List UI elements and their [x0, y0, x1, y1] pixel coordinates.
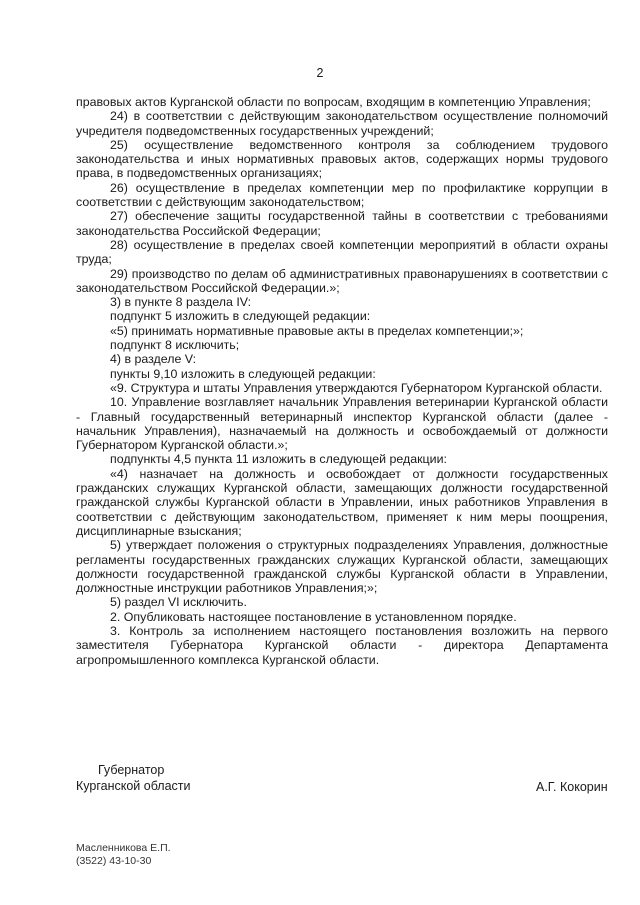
paragraph: подпункт 8 исключить;	[110, 338, 240, 353]
paragraph: 28) осуществление в пределах своей компетенции мероприятий в области охраны труда;	[76, 237, 608, 267]
paragraph: 25) осуществление ведомственного контроля за соблюдением трудового законодательства и иных нормативных правовых актов, содержащих нормы трудового права, в подведомственных организациях;	[76, 137, 608, 181]
document-body	[76, 95, 608, 667]
paragraph: подпункты 4,5 пункта 11 изложить в следующей редакции:	[110, 452, 447, 467]
signatory-title	[76, 762, 191, 794]
paragraph: 29) производство по делам об административных правонарушениях в соответствии с законодательством Российской Федерации.»;	[76, 266, 608, 295]
paragraph: 4) в разделе V:	[110, 352, 197, 367]
paragraph: 24) в соответствии с действующим законодательством осуществление полномочий учредителя подведомственных государственных учреждений;	[76, 109, 608, 138]
page-number: 2	[316, 66, 324, 80]
executor-info	[76, 842, 171, 868]
paragraph: «4) назначает на должность и освобождает от должности государственных гражданских служащих Курганской области, замещающих должности государственной гражданской службы Курганской области в Управлении, иных работников Управления в соответствии с действующим законодательством, применяет к ним меры поощрения, дисциплинарные взыскания;	[76, 466, 608, 538]
executor-phone: (3522) 43-10-30	[76, 855, 152, 867]
paragraph: «5) принимать нормативные правовые акты в пределах компетенции;»;	[110, 323, 524, 338]
paragraph: 10. Управление возглавляет начальник Управления ветеринарии Курганской области - Главный государственный ветеринарный инспектор Курганской области (далее - начальник Управления), назначаемый на должность и освобождаемый от должности Губернатором Курганской области.»;	[76, 395, 608, 453]
signatory-title-line1: Губернатор	[98, 763, 165, 777]
signatory-name: А.Г. Кокорин	[536, 780, 608, 794]
paragraph: 3. Контроль за исполнением настоящего постановления возложить на первого заместителя Губернатора Курганской области - директора Департамента агропромышленного комплекса Курганской области.	[76, 623, 608, 667]
paragraph: «9. Структура и штаты Управления утверждаются Губернатором Курганской области.	[110, 380, 603, 395]
paragraph: пункты 9,10 изложить в следующей редакции:	[110, 366, 376, 381]
paragraph: 26) осуществление в пределах компетенции мер по профилактике коррупции в соответствии с действующим законодательством;	[76, 180, 608, 210]
paragraph: 2. Опубликовать настоящее постановление в установленном порядке.	[110, 609, 517, 624]
paragraph: 27) обеспечение защиты государственной тайны в соответствии с требованиями законодательства Российской Федерации;	[76, 209, 608, 238]
paragraph: правовых актов Курганской области по вопросам, входящим в компетенцию Управления;	[76, 95, 591, 109]
paragraph: 3) в пункте 8 раздела IV:	[110, 295, 252, 310]
paragraph: подпункт 5 изложить в следующей редакции:	[110, 309, 371, 324]
paragraph: 5) раздел VI исключить.	[110, 595, 247, 610]
executor-name: Масленникова Е.П.	[76, 842, 171, 854]
paragraph: 5) утверждает положения о структурных подразделениях Управления, должностные регламенты государственных гражданских служащих Курганской области, замещающих должности государственной гражданской службы Курганской области в Управлении, должностные инструкции работников Управления;»;	[76, 538, 608, 596]
signatory-title-line2: Курганской области	[76, 779, 191, 793]
